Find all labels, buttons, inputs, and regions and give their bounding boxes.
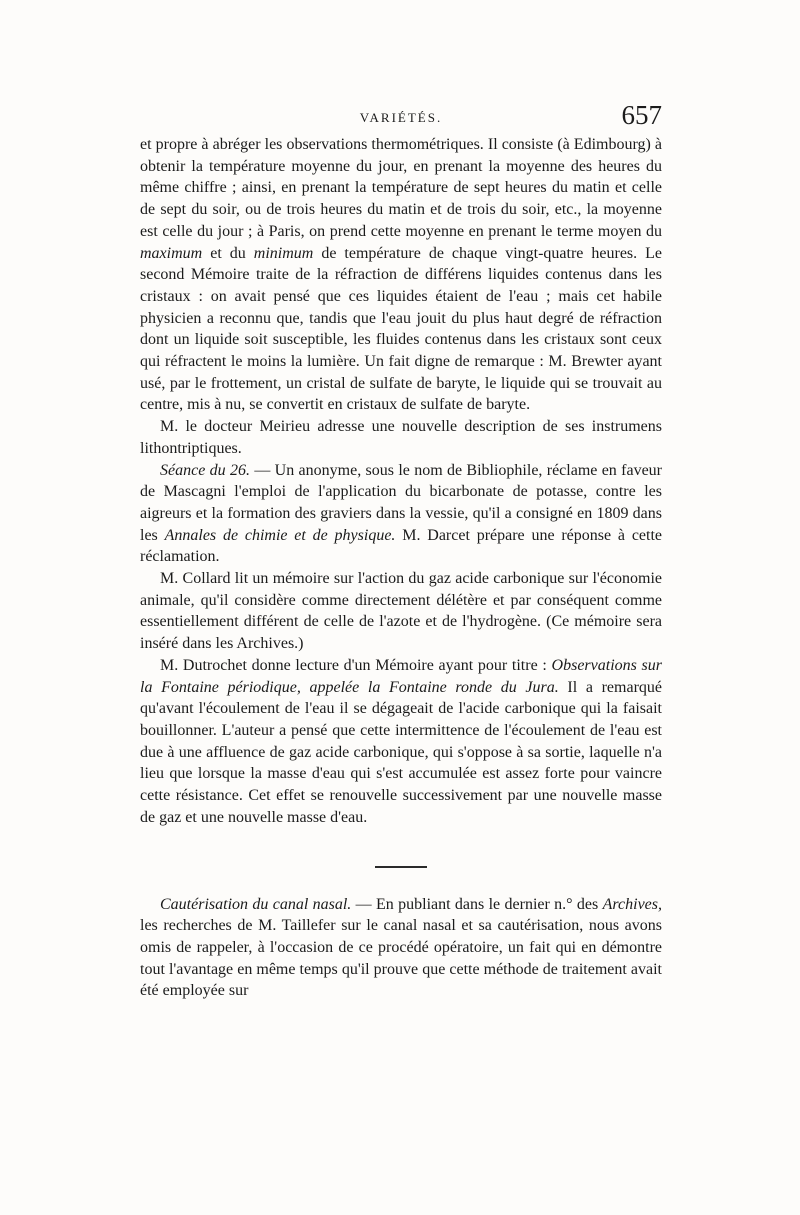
running-head: VARIÉTÉS. [359,110,443,125]
text-run: — Un anonyme, sous le nom de Bibliophile, réclame en faveur de Mascagni l'emploi de l'application du bicarbonate de potasse, contre les aigreurs et la formation des graviers dans la vessie, qu'il a consigné en 1809 dans les [140,461,663,544]
paragraph-seance-26 [140,460,662,569]
article-body [140,134,662,1002]
text-run: M. le docteur Meirieu adresse une nouvelle description de ses instrumens lithontriptiques. [140,418,662,457]
paragraph-observations [140,134,662,416]
italic-title: Annales de chimie et de physique. [164,526,396,544]
text-run: — En publiant dans le dernier n.° des [355,895,599,913]
text-run: de température de chaque vingt-quatre heures. Le second Mémoire traite de la réfraction de différens liquides contenus dans les cristaux : on avait pensé que ces liquides étaient de l'eau ; mais cet habile physicien a reconnu que, tandis que l'eau jouit du plus haut degré de réfraction dont un liquide soit susceptible, les fluides contenus dans les cristaux sont ceux qui réfractent le moins la lumière. Un fait digne de remarque : M. Brewter ayant usé, par le frottement, un cristal de sulfate de baryte, le liquide qui se trouvait au centre, mis à nu, se convertit en cristaux de sulfate de baryte. [140,244,663,414]
paragraph-dutrochet [140,655,662,829]
section-heading: Cautérisation du canal nasal. [160,895,352,913]
italic-title: Observations sur la Fontaine périodique, appelée la Fontaine ronde du Jura. [140,656,663,696]
page-number: 657 [621,100,662,130]
paragraph-meirieu [140,416,662,459]
section-divider [140,829,662,894]
paragraph-cauterisation [140,894,662,1003]
text-run: les recherches de M. Taillefer sur le canal nasal et sa cautérisation, nous avons omis de rappeler, à l'occasion de ce procédé opératoire, un fait qui en démontre tout l'avantage en même temps qu'il prouve que cette méthode de traitement avait été employée sur [140,917,662,1000]
text-run: M. Darcet prépare une réponse à cette réclamation. [140,526,663,566]
text-run: Il a remarqué qu'avant l'écoulement de l'eau il se dégageait de l'acide carbonique qui la faisait bouillonner. L'auteur a pensé que cette intermittence de l'écoulement de l'eau est due à une affluence de gaz acide carbonique, qui s'oppose à sa sortie, laquelle n'a lieu que lorsque la masse d'eau qui s'est accumulée est assez forte pour vaincre cette résistance. Cet effet se renouvelle successivement par une nouvelle masse de gaz et une nouvelle masse d'eau. [140,678,663,826]
italic-term: minimum [253,244,314,262]
divider-rule [375,866,427,868]
text-run: M. Dutrochet donne lecture d'un Mémoire ayant pour titre : [160,656,547,674]
italic-title: Archives, [602,895,663,913]
text-run: et du [210,244,246,262]
paragraph-collard [140,568,662,655]
text-run: M. Collard lit un mémoire sur l'action du gaz acide carbonique sur l'économie animale, qu'il considère comme directement délétère et par conséquent comme essentiellement différent de celle de l'azote et de l'hydrogène. (Ce mémoire sera inséré dans les Archives.) [140,570,662,653]
text-run: et propre à abréger les observations thermométriques. Il consiste (à Edimbourg) à obtenir la température moyenne du jour, en prenant la moyenne des heures du même chiffre ; ainsi, en prenant la température de sept heures du matin et celle de sept du soir, ou de trois heures du matin et de trois du soir, etc., la moyenne est celle du jour ; à Paris, on prend cette moyenne en prenant le terme moyen du [140,136,662,240]
session-heading: Séance du 26. [160,461,250,479]
italic-term: maximum [140,244,203,262]
